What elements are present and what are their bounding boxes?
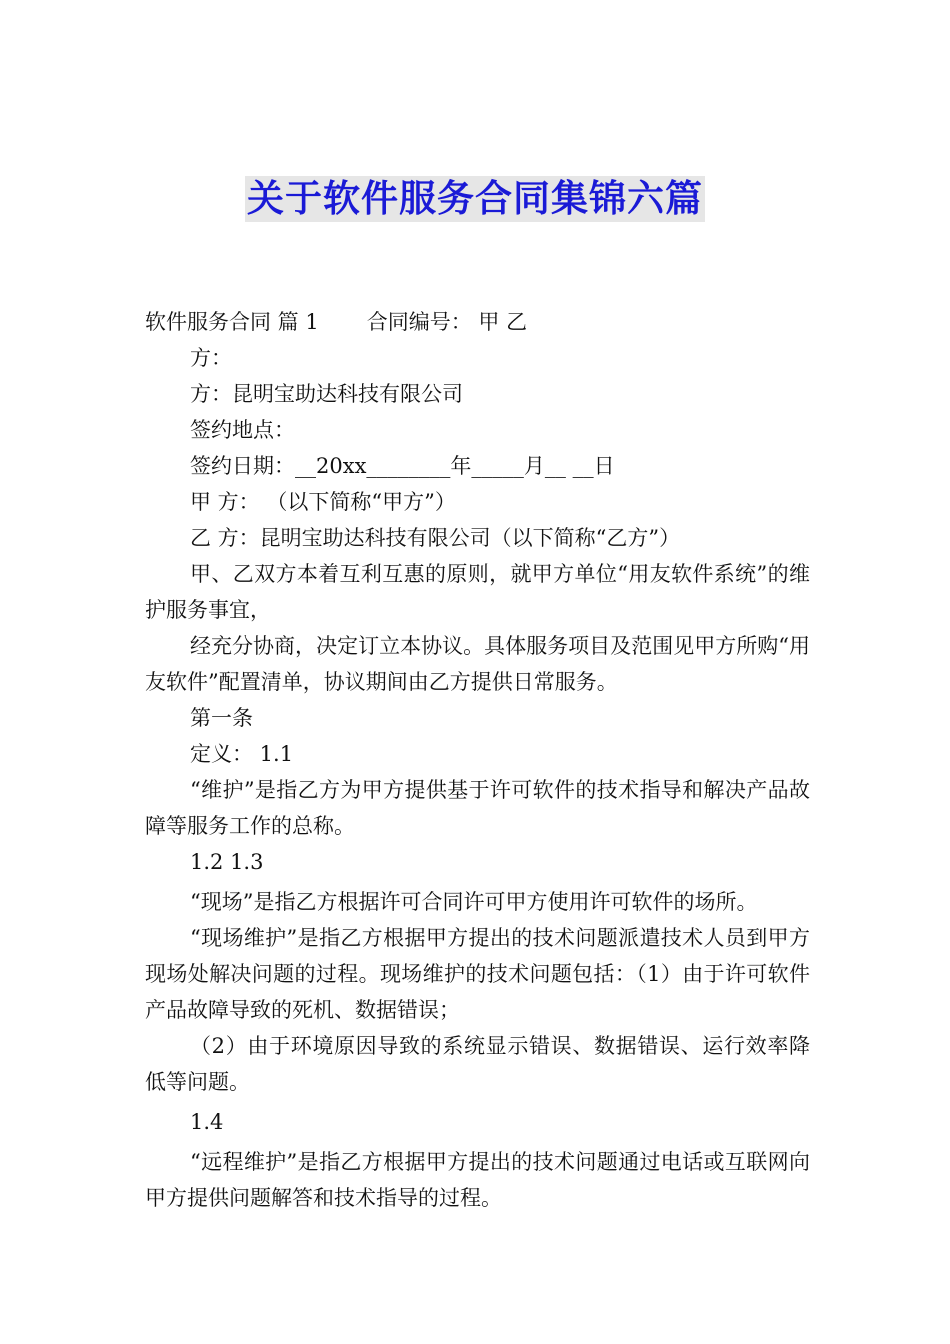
signing-place-line: 签约地点： [190,418,295,442]
document-body [145,304,810,1216]
definition-line: 定义： 1.1 [190,742,294,766]
article-one-heading: 第一条 [190,706,253,730]
party-a-alias-line: 甲 方： （以下简称“甲方”） [190,490,456,514]
party-b-alias-line: 乙 方：昆明宝助达科技有限公司（以下简称“乙方”） [190,526,681,550]
paragraph-5: “现场维护”是指乙方根据甲方提出的技术问题派遣技术人员到甲方现场处解决问题的过程。现场维护的技术问题包括：（1）由于许可软件产品故障导致的死机、数据错误； [145,926,810,1022]
clause-numbers-line: 1.2 1.3 [190,850,264,874]
paragraph-1: 甲、乙双方本着互利互惠的原则，就甲方单位“用友软件系统”的维护服务事宜， [145,562,810,622]
party-a-line: 方： [190,346,232,370]
title-container [0,176,950,222]
paragraph-2: 经充分协商，决定订立本协议。具体服务项目及范围见甲方所购“用友软件”配置清单，协议期间由乙方提供日常服务。 [145,634,810,694]
paragraph-7: “远程维护”是指乙方根据甲方提出的技术问题通过电话或互联网向甲方提供问题解答和技术指导的过程。 [145,1150,810,1210]
paragraph-4: “现场”是指乙方根据许可合同许可甲方使用许可软件的场所。 [190,890,758,914]
document-title: 关于软件服务合同集锦六篇 [247,177,703,220]
contract-header-line [145,304,810,340]
paragraph-6: （2）由于环境原因导致的系统显示错误、数据错误、运行效率降低等问题。 [145,1034,810,1094]
clause-1-4-line: 1.4 [190,1110,224,1134]
signing-date-line: 签约日期：__20xx________年_____月__ __日 [190,454,615,478]
party-b-line: 方：昆明宝助达科技有限公司 [190,382,463,406]
contract-section-label: 软件服务合同 篇 1 [145,310,319,334]
contract-number-label: 合同编号： 甲 乙 [366,310,528,334]
paragraph-3: “维护”是指乙方为甲方提供基于许可软件的技术指导和解决产品故障等服务工作的总称。 [145,778,810,838]
